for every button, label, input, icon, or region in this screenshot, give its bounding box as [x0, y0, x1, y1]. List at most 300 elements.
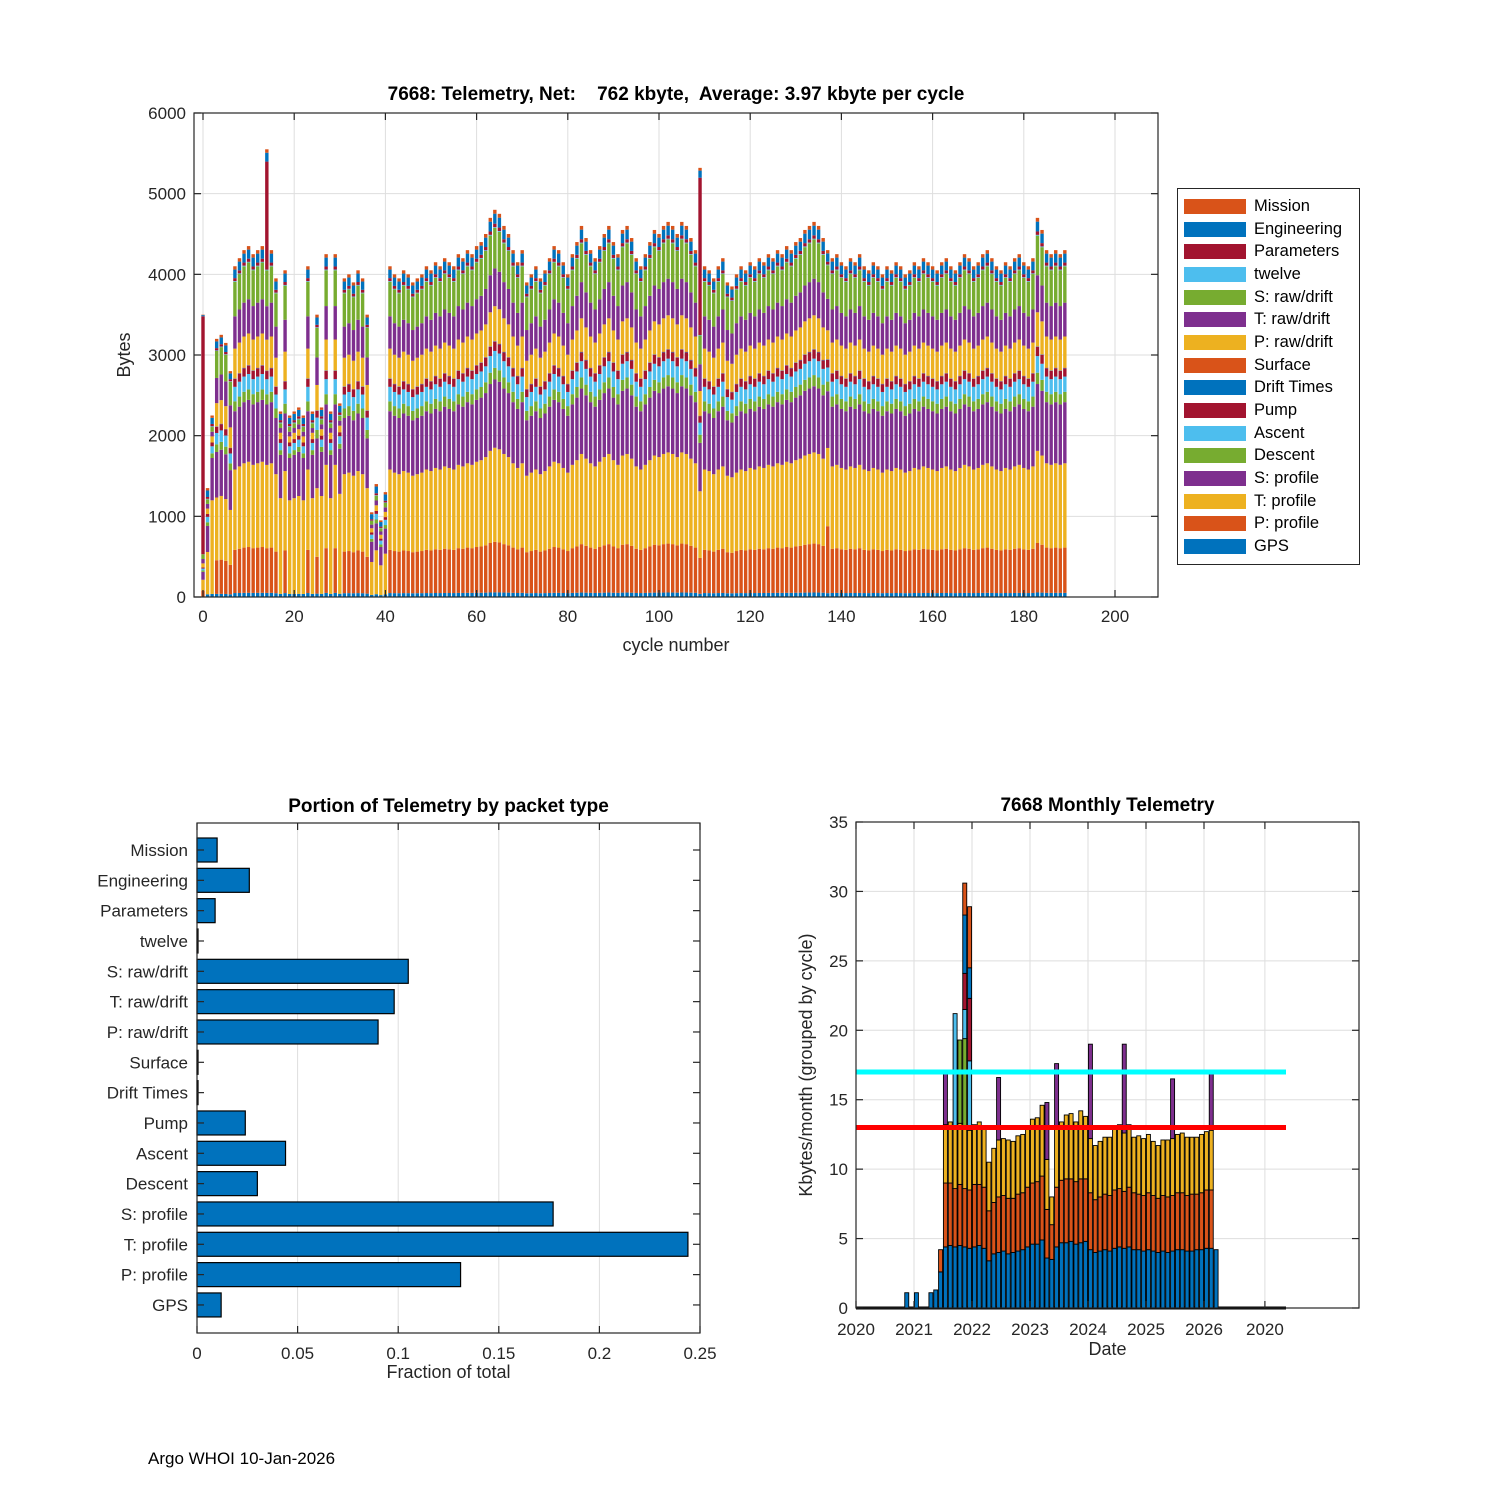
- stacked-bar: [543, 270, 546, 597]
- bar-segment: [557, 263, 560, 266]
- bar-segment: [256, 337, 259, 368]
- bar-segment: [990, 274, 993, 309]
- bar-segment: [890, 282, 893, 285]
- bar-segment: [995, 401, 998, 411]
- bar-segment: [785, 259, 788, 262]
- bar-segment: [657, 457, 660, 545]
- bar-segment: [251, 258, 254, 267]
- stacked-bar: [914, 1293, 918, 1308]
- bar-segment: [1004, 409, 1007, 468]
- bar-segment: [721, 273, 724, 274]
- bar-segment: [808, 352, 811, 361]
- bar-segment: [744, 550, 747, 593]
- bar-segment: [306, 411, 309, 469]
- stacked-bar: [726, 282, 729, 597]
- bar-segment: [863, 550, 866, 593]
- bar-segment: [648, 255, 651, 258]
- bar-segment: [703, 278, 706, 281]
- bar-segment: [771, 309, 774, 342]
- bar-segment: [758, 407, 761, 467]
- bar-segment: [999, 389, 1002, 403]
- bar-segment: [995, 270, 998, 279]
- bar-segment: [1055, 1187, 1059, 1247]
- bar-segment: [220, 496, 223, 560]
- bar-segment: [676, 366, 679, 382]
- bar-segment: [914, 1293, 918, 1308]
- bar-segment: [1013, 274, 1016, 309]
- bar-segment: [1022, 278, 1025, 313]
- bar-segment: [566, 551, 569, 593]
- bar-segment: [562, 468, 565, 549]
- bar-segment: [1195, 1250, 1199, 1308]
- bar-segment: [934, 1290, 938, 1308]
- bar-segment: [562, 346, 565, 376]
- bar-segment: [247, 299, 250, 333]
- bar-segment: [794, 296, 797, 331]
- bar-segment: [940, 266, 943, 275]
- bar-segment: [935, 389, 938, 403]
- bar-segment: [283, 404, 286, 414]
- bar-segment: [799, 593, 802, 597]
- bar-segment: [730, 333, 733, 363]
- chart-legend: [1177, 188, 1360, 565]
- bar-segment: [894, 274, 897, 277]
- bar-segment: [315, 327, 318, 328]
- bar-segment: [584, 292, 587, 327]
- bar-segment: [365, 438, 368, 488]
- bar-segment: [780, 266, 783, 269]
- bar-segment: [530, 473, 533, 551]
- stacked-bar: [1045, 1102, 1049, 1308]
- bar-segment: [256, 303, 259, 337]
- bar-segment: [1098, 1197, 1102, 1251]
- bar-segment: [1022, 399, 1025, 409]
- bar-segment: [479, 330, 482, 362]
- xtick-label: 120: [736, 607, 765, 626]
- bar-segment: [776, 368, 779, 376]
- bar-segment: [534, 270, 537, 279]
- bar-segment: [917, 470, 920, 550]
- stacked-bar: [1059, 254, 1062, 597]
- bar-segment: [935, 282, 938, 285]
- bar-segment: [990, 374, 993, 382]
- bar-segment: [1040, 364, 1043, 380]
- bar-segment: [680, 279, 683, 316]
- stacked-bar: [256, 250, 259, 597]
- bar-segment: [849, 407, 852, 467]
- bar-segment: [1022, 346, 1025, 376]
- bar-segment: [872, 549, 875, 593]
- bar-segment: [780, 371, 783, 379]
- bar-segment: [676, 238, 679, 247]
- bar-segment: [566, 392, 569, 406]
- bar-segment: [853, 277, 856, 278]
- bar-segment: [448, 313, 451, 346]
- bar-segment: [689, 593, 692, 597]
- bar-segment: [247, 246, 250, 249]
- bar-segment: [452, 387, 455, 401]
- bar-segment: [302, 426, 305, 427]
- category-label: Mission: [130, 841, 188, 860]
- bar-segment: [885, 387, 888, 401]
- bar-segment: [466, 303, 469, 337]
- bar-segment: [894, 593, 897, 597]
- bar-segment: [799, 254, 802, 255]
- bar-segment: [844, 387, 847, 401]
- stacked-bar: [283, 270, 286, 597]
- bar-segment: [420, 384, 423, 392]
- bar-segment: [265, 404, 268, 464]
- bar-segment: [302, 432, 305, 437]
- bar-segment: [876, 316, 879, 348]
- bar-segment: [881, 416, 884, 473]
- bar-segment: [466, 368, 469, 376]
- bar-segment: [215, 339, 218, 342]
- bar-segment: [967, 382, 970, 397]
- bar-segment: [411, 361, 414, 389]
- bar-segment: [922, 343, 925, 373]
- bar-segment: [963, 258, 966, 267]
- bar-segment: [388, 349, 391, 379]
- bar-segment: [785, 593, 788, 597]
- stacked-bar: [894, 262, 897, 597]
- bar-segment: [1045, 1209, 1049, 1258]
- bar-segment: [739, 270, 742, 279]
- bar-segment: [356, 550, 359, 593]
- bar-segment: [662, 243, 665, 244]
- bar-segment: [502, 454, 505, 544]
- bar-segment: [986, 392, 989, 402]
- bar-segment: [242, 593, 245, 597]
- bar-segment: [420, 289, 423, 290]
- bar-segment: [429, 320, 432, 352]
- bar-segment: [607, 239, 610, 242]
- bar-segment: [1054, 266, 1057, 267]
- legend-label: Mission: [1254, 196, 1310, 215]
- bar-segment: [516, 376, 519, 384]
- bar-segment: [885, 266, 888, 269]
- monthly-chart-bars: [905, 883, 1218, 1308]
- bar-segment: [666, 222, 669, 226]
- bar-segment: [361, 293, 364, 326]
- bar-segment: [666, 386, 669, 452]
- bar-segment: [858, 340, 861, 371]
- bar-segment: [324, 548, 327, 593]
- bar-segment: [311, 414, 314, 420]
- bar-segment: [438, 379, 441, 387]
- bar-segment: [963, 593, 966, 597]
- bar-segment: [840, 468, 843, 549]
- bar-segment: [311, 420, 314, 422]
- bar-segment: [767, 270, 770, 271]
- ytick-label: 6000: [148, 104, 186, 123]
- bar-segment: [648, 593, 651, 597]
- bar-segment: [548, 382, 551, 397]
- bar-segment: [616, 306, 619, 339]
- bar-segment: [977, 399, 980, 409]
- bar-segment: [744, 352, 747, 381]
- bar-segment: [863, 266, 866, 269]
- bar-segment: [780, 340, 783, 371]
- legend-item-s-profile: [1184, 467, 1359, 490]
- bar-segment: [863, 316, 866, 348]
- bar-segment: [416, 552, 419, 594]
- bar-segment: [1059, 371, 1062, 379]
- bar-segment: [534, 379, 537, 387]
- bar-segment: [721, 274, 724, 309]
- bar-segment: [265, 270, 268, 271]
- bar-segment: [251, 548, 254, 593]
- bar-segment: [1185, 1196, 1189, 1252]
- stacked-bar: [612, 242, 615, 597]
- bar-segment: [562, 262, 565, 265]
- stacked-bar: [939, 1250, 943, 1308]
- bar-segment: [397, 395, 400, 409]
- bar-segment: [416, 290, 419, 293]
- bar-segment: [521, 250, 524, 253]
- stacked-bar: [229, 371, 232, 597]
- bar-segment: [397, 293, 400, 326]
- bar-segment: [1004, 274, 1007, 277]
- bar-segment: [685, 282, 688, 318]
- bar-segment: [461, 397, 464, 407]
- bar-segment: [1022, 313, 1025, 346]
- stacked-bar: [817, 226, 820, 597]
- bar-segment: [990, 343, 993, 373]
- bar-segment: [648, 460, 651, 546]
- bar-segment: [589, 548, 592, 593]
- bar-segment: [548, 374, 551, 382]
- bar-segment: [1079, 1111, 1083, 1179]
- stacked-bar: [972, 266, 975, 597]
- cycle-chart-bars: [201, 149, 1066, 597]
- stacked-bar: [352, 282, 355, 597]
- bar-segment: [539, 552, 542, 594]
- bar-segment: [790, 402, 793, 463]
- bar-segment: [808, 389, 811, 454]
- bar-segment: [607, 593, 610, 597]
- bar-segment: [694, 303, 697, 337]
- bar-segment: [876, 278, 879, 281]
- bar-segment: [653, 593, 656, 597]
- bar-segment: [666, 359, 669, 375]
- stacked-bar: [461, 258, 464, 597]
- bar-segment: [703, 281, 706, 282]
- stacked-bar: [926, 262, 929, 597]
- bar-segment: [251, 379, 254, 394]
- bar-segment: [475, 262, 478, 263]
- bar-segment: [995, 379, 998, 387]
- bar-segment: [502, 377, 505, 388]
- bar-segment: [1006, 1254, 1010, 1308]
- bar-segment: [698, 171, 701, 178]
- bar-segment: [479, 593, 482, 597]
- bar-segment: [844, 470, 847, 550]
- bar-segment: [785, 547, 788, 593]
- bar-segment: [530, 274, 533, 277]
- bar-segment: [493, 214, 496, 224]
- bar-segment: [493, 228, 496, 268]
- bar-segment: [840, 313, 843, 346]
- stacked-bar: [863, 266, 866, 597]
- bar-segment: [972, 1125, 976, 1185]
- stacked-bar: [771, 258, 774, 597]
- bar-segment: [552, 547, 555, 593]
- bar-segment: [475, 374, 478, 389]
- bar-segment: [630, 251, 633, 254]
- bar-segment: [794, 398, 797, 461]
- stacked-bar: [1088, 1044, 1092, 1308]
- bar-segment: [992, 1202, 996, 1253]
- bar-segment: [356, 382, 359, 390]
- bar-segment: [320, 424, 323, 429]
- bar-segment: [279, 433, 282, 439]
- bar-segment: [840, 266, 843, 275]
- bar-segment: [1045, 303, 1048, 337]
- bar-segment: [233, 349, 236, 379]
- bar-segment: [762, 274, 765, 277]
- bar-segment: [922, 407, 925, 467]
- bar-segment: [885, 349, 888, 379]
- bar-segment: [420, 278, 423, 286]
- bar-segment: [229, 405, 232, 427]
- bar-segment: [785, 389, 788, 399]
- bar-segment: [1063, 266, 1066, 302]
- bar-segment: [251, 270, 254, 306]
- bar-segment: [384, 517, 387, 520]
- bar-segment: [1018, 548, 1021, 593]
- bar-segment: [1171, 1251, 1175, 1308]
- bar-segment: [397, 293, 400, 294]
- bar-segment: [1166, 1140, 1170, 1197]
- xtick-label: 2022: [953, 1320, 991, 1339]
- bar-segment: [525, 420, 528, 475]
- bar-segment: [666, 544, 669, 593]
- bar-segment: [507, 289, 510, 324]
- bar-segment: [1040, 355, 1043, 364]
- bar-segment: [653, 380, 656, 391]
- bar-segment: [908, 471, 911, 550]
- bar-segment: [265, 593, 268, 597]
- bar-segment: [689, 360, 692, 369]
- bar-segment: [721, 382, 724, 397]
- bar-segment: [999, 282, 1002, 285]
- bar-segment: [621, 545, 624, 593]
- bar-segment: [849, 343, 852, 373]
- bar-segment: [356, 282, 359, 285]
- bar-segment: [712, 293, 715, 326]
- bar-segment: [940, 313, 943, 346]
- bar-segment: [776, 254, 779, 263]
- bar-segment: [698, 416, 701, 423]
- bar-segment: [598, 299, 601, 333]
- portion-chart: [97, 796, 716, 1382]
- bar-segment: [457, 379, 460, 394]
- bar-segment: [261, 299, 264, 333]
- legend-swatch: [1184, 403, 1246, 418]
- bar-segment: [835, 258, 838, 267]
- bar-segment: [425, 401, 428, 411]
- bar-segment: [876, 379, 879, 387]
- bar-segment: [939, 1272, 943, 1308]
- bar-segment: [899, 316, 902, 348]
- bar-segment: [548, 309, 551, 342]
- bar-segment: [958, 376, 961, 384]
- bar-segment: [416, 327, 419, 358]
- stacked-bar: [265, 149, 268, 597]
- bar-segment: [324, 465, 327, 548]
- bar-segment: [388, 316, 391, 348]
- bar-segment: [402, 270, 405, 273]
- bar-segment: [470, 270, 473, 306]
- bar-segment: [361, 282, 364, 290]
- bar-segment: [730, 413, 733, 422]
- bar-segment: [411, 330, 414, 361]
- bar-segment: [302, 500, 305, 594]
- bar-segment: [689, 254, 692, 255]
- bar-segment: [324, 270, 327, 306]
- bar-segment: [648, 258, 651, 259]
- bar-segment: [785, 299, 788, 333]
- bar-segment: [338, 421, 341, 426]
- bar-segment: [967, 273, 970, 274]
- bar-segment: [840, 278, 843, 313]
- bar-segment: [598, 389, 601, 399]
- bar-segment: [771, 466, 774, 548]
- bar-segment: [685, 226, 688, 230]
- bar-segment: [388, 282, 391, 317]
- bar-segment: [315, 430, 318, 438]
- bar-segment: [945, 273, 948, 274]
- bar-segment: [1098, 1141, 1102, 1197]
- bar-segment: [493, 379, 496, 447]
- bar-segment: [489, 235, 492, 236]
- bar-segment: [945, 309, 948, 342]
- bar-segment: [908, 320, 911, 352]
- bar-segment: [726, 552, 729, 593]
- bar-segment: [407, 416, 410, 473]
- bar-segment: [429, 413, 432, 471]
- bar-segment: [479, 387, 482, 398]
- bar-segment: [224, 561, 227, 594]
- category-label: Engineering: [97, 871, 188, 891]
- bar-segment: [867, 550, 870, 593]
- bar-segment: [730, 286, 733, 289]
- stacked-bar: [929, 1293, 933, 1308]
- bar-segment: [274, 293, 277, 326]
- stacked-bar: [470, 254, 473, 597]
- bar-segment: [997, 1077, 1001, 1139]
- bar-segment: [215, 444, 218, 452]
- bar-segment: [817, 361, 820, 377]
- bar-segment: [1059, 306, 1062, 339]
- bar-segment: [625, 593, 628, 597]
- bar-segment: [201, 569, 204, 571]
- stacked-bar: [1171, 1079, 1175, 1308]
- bar-segment: [671, 226, 674, 230]
- bar-segment: [753, 270, 756, 279]
- stacked-bar: [361, 278, 364, 597]
- bar-segment: [210, 436, 213, 442]
- bar-segment: [703, 282, 706, 317]
- bar-segment: [653, 545, 656, 593]
- bar-segment: [630, 327, 633, 359]
- bar-segment: [858, 465, 861, 548]
- bar-segment: [429, 282, 432, 285]
- bar-segment: [917, 281, 920, 282]
- bar-segment: [493, 448, 496, 542]
- bar-segment: [926, 346, 929, 376]
